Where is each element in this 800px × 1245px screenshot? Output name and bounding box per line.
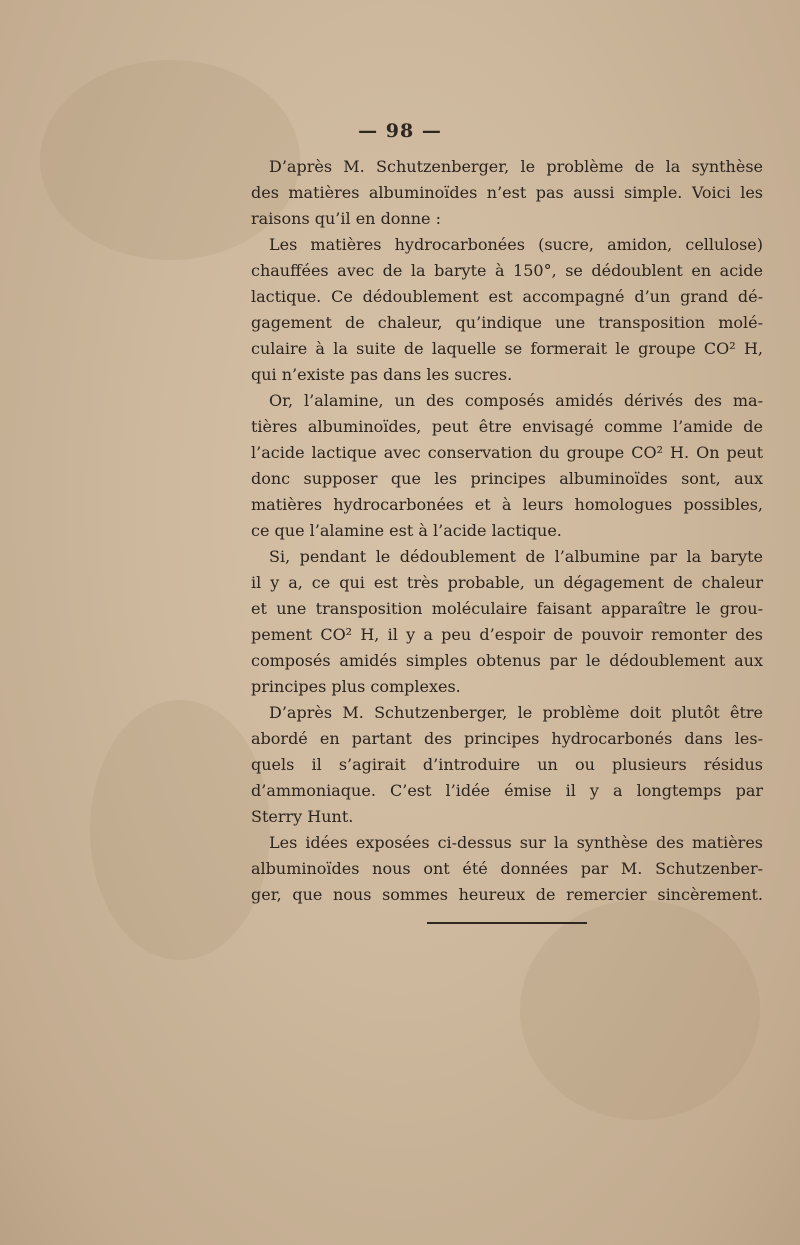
text-line: Sterry Hunt. xyxy=(251,807,354,826)
text-line: gagement de chaleur, qu’indique une transposition molé- xyxy=(251,313,763,332)
text-line: qui n’existe pas dans les sucres. xyxy=(251,365,513,384)
text-line: ger, que nous sommes heureux de remercier sincèrement. xyxy=(251,885,763,904)
text-line: composés amidés simples obtenus par le dédoublement aux xyxy=(251,651,763,670)
text-line: Or, l’alamine, un des composés amidés dérivés des ma- xyxy=(269,391,763,410)
text-line: principes plus complexes. xyxy=(251,677,461,696)
text-line: pement CO² H, il y a peu d’espoir de pouvoir remonter des xyxy=(251,625,763,644)
text-line: raisons qu’il en donne : xyxy=(251,209,441,228)
text-line: d’ammoniaque. C’est l’idée émise il y a longtemps par xyxy=(251,781,763,800)
text-line: lactique. Ce dédoublement est accompagné d’un grand dé- xyxy=(251,287,763,306)
text-line: D’après M. Schutzenberger, le problème doit plutôt être xyxy=(269,703,763,722)
text-line: abordé en partant des principes hydrocarbonés dans les- xyxy=(251,729,763,748)
text-line: l’acide lactique avec conservation du groupe CO² H. On peut xyxy=(251,443,763,462)
text-line: ce que l’alamine est à l’acide lactique. xyxy=(251,521,562,540)
body-text xyxy=(251,154,763,908)
paper-stain xyxy=(520,900,760,1120)
text-line: il y a, ce qui est très probable, un dégagement de chaleur xyxy=(251,573,763,592)
text-line: des matières albuminoïdes n’est pas aussi simple. Voici les xyxy=(251,183,763,202)
text-line: Les idées exposées ci-dessus sur la synthèse des matières xyxy=(269,833,763,852)
closing-rule xyxy=(427,922,587,924)
text-line: et une transposition moléculaire faisant apparaître le grou- xyxy=(251,599,763,618)
text-line: culaire à la suite de laquelle se formerait le groupe CO² H, xyxy=(251,339,763,358)
text-line: donc supposer que les principes albuminoïdes sont, aux xyxy=(251,469,763,488)
text-line: D’après M. Schutzenberger, le problème de la synthèse xyxy=(269,157,763,176)
text-line: Les matières hydrocarbonées (sucre, amidon, cellulose) xyxy=(269,235,763,254)
text-line: Si, pendant le dédoublement de l’albumine par la baryte xyxy=(269,547,763,566)
text-line: chauffées avec de la baryte à 150°, se dédoublent en acide xyxy=(251,261,763,280)
page-number: — 98 — xyxy=(358,120,442,142)
text-line: tières albuminoïdes, peut être envisagé comme l’amide de xyxy=(251,417,763,436)
text-line: albuminoïdes nous ont été données par M. Schutzenber- xyxy=(251,859,763,878)
text-line: quels il s’agirait d’introduire un ou plusieurs résidus xyxy=(251,755,763,774)
paper-stain xyxy=(90,700,270,960)
text-line: matières hydrocarbonées et à leurs homologues possibles, xyxy=(251,495,763,514)
